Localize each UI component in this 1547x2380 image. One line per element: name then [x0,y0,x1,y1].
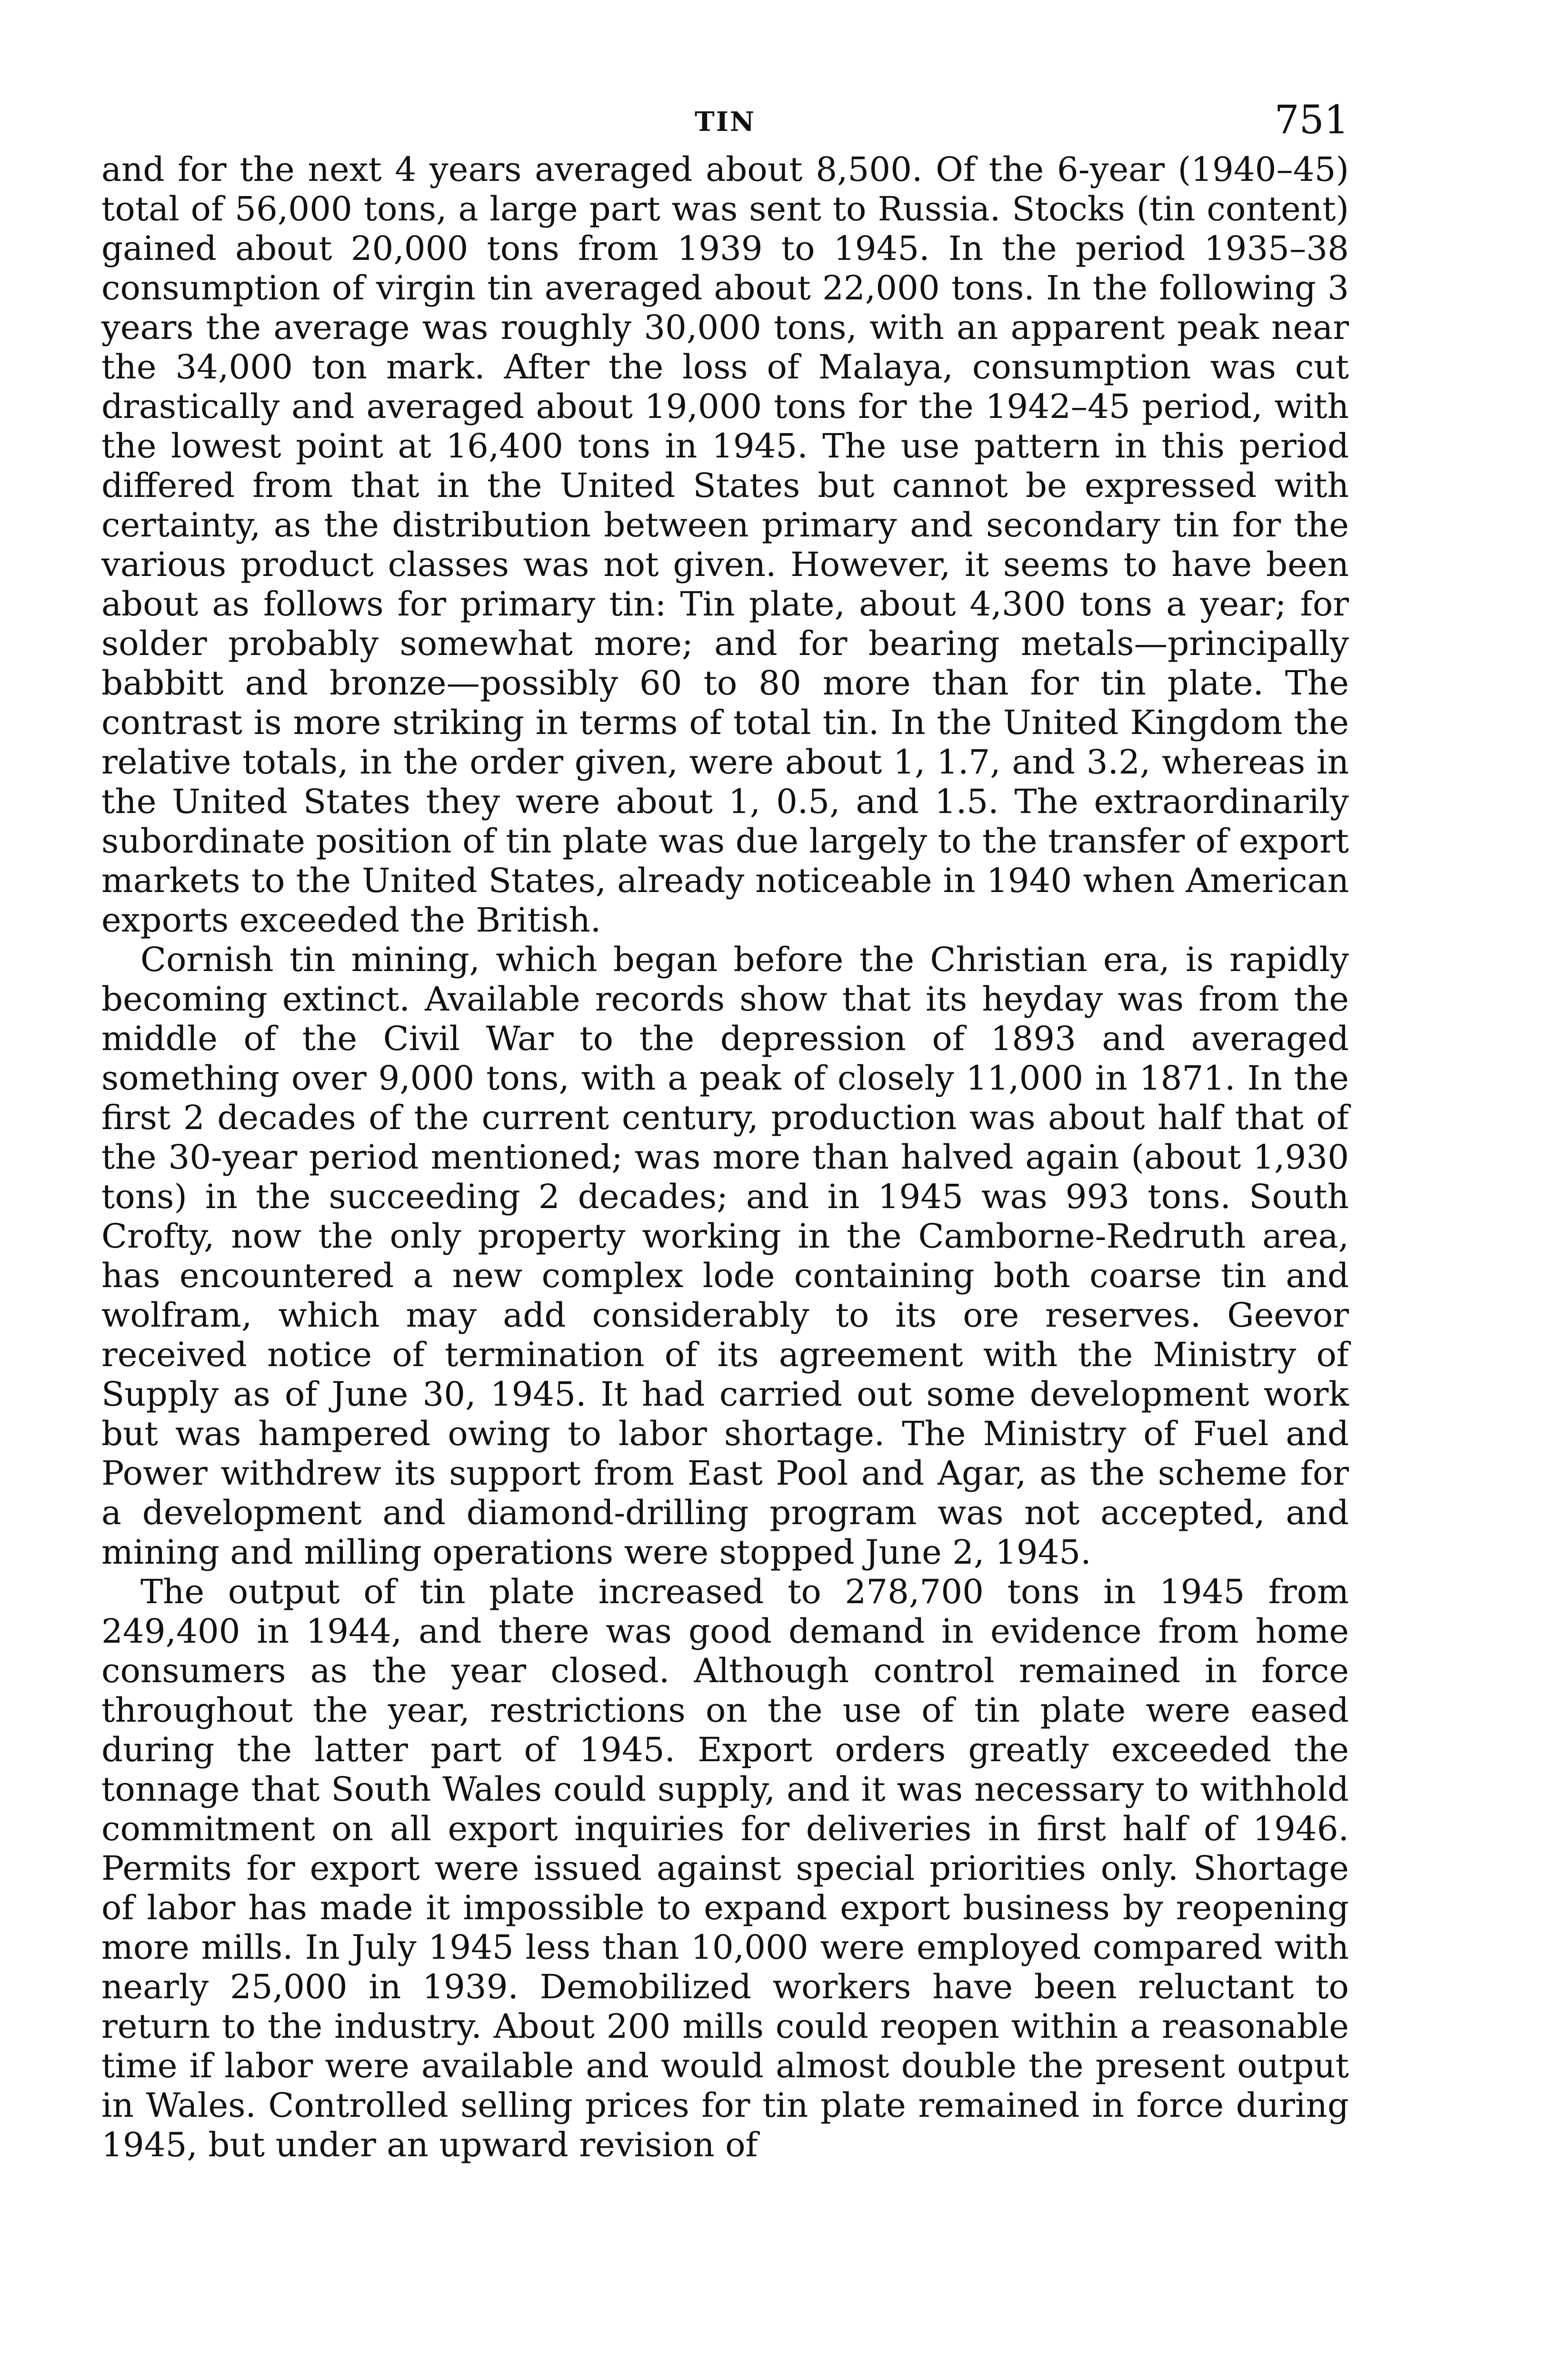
paragraph: The output of tin plate increased to 278,700 tons in 1945 from 249,400 in 1944, and there was good demand in evidence from home consumers as the year closed. Although control remained in force throughout the year, restrictions on the use of tin plate were eased during the latter part of 1945. Export orders greatly exceeded the tonnage that South Wales could supply, and it was necessary to withhold commitment on all export inquiries for deliveries in first half of 1946. Permits for export were issued against special priorities only. Shortage of labor has made it impossible to expand export business by reopening more mills. In July 1945 less than 10,000 were employed compared with nearly 25,000 in 1939. Demobilized workers have been reluctant to return to the industry. About 200 mills could reopen within a reasonable time if labor were available and would almost double the present output in Wales. Controlled selling prices for tin plate remained in force during 1945, but under an upward revision of [101,1572,1349,2164]
section-title: TIN [694,106,756,138]
body-text [101,150,1349,2165]
paragraph: and for the next 4 years averaged about 8,500. Of the 6-year (1940–45) total of 56,000 tons, a large part was sent to Russia. Stocks (tin content) gained about 20,000 tons from 1939 to 1945. In the period 1935–38 consumption of virgin tin averaged about 22,000 tons. In the following 3 years the average was roughly 30,000 tons, with an apparent peak near the 34,000 ton mark. After the loss of Malaya, consumption was cut drastically and averaged about 19,000 tons for the 1942–45 period, with the lowest point at 16,400 tons in 1945. The use pattern in this period differed from that in the United States but cannot be expressed with certainty, as the distribution between primary and secondary tin for the various product classes was not given. However, it seems to have been about as follows for primary tin: Tin plate, about 4,300 tons a year; for solder probably somewhat more; and for bearing metals—principally babbitt and bronze—possibly 60 to 80 more than for tin plate. The contrast is more striking in terms of total tin. In the United Kingdom the relative totals, in the order given, were about 1, 1.7, and 3.2, whereas in the United States they were about 1, 0.5, and 1.5. The extraordinarily subordinate position of tin plate was due largely to the transfer of export markets to the United States, already noticeable in 1940 when American exports exceeded the British. [101,150,1349,940]
page-number: 751 [1274,98,1349,143]
book-page [101,98,1349,2165]
running-head [101,98,1349,150]
paragraph: Cornish tin mining, which began before the Christian era, is rapidly becoming extinct. Available records show that its heyday was from the middle of the Civil War to the depression of 1893 and averaged something over 9,000 tons, with a peak of closely 11,000 in 1871. In the first 2 decades of the current century, production was about half that of the 30-year period mentioned; was more than halved again (about 1,930 tons) in the succeeding 2 decades; and in 1945 was 993 tons. South Crofty, now the only property working in the Camborne-Redruth area, has encountered a new complex lode containing both coarse tin and wolfram, which may add considerably to its ore reserves. Geevor received notice of termination of its agreement with the Ministry of Supply as of June 30, 1945. It had carried out some development work but was hampered owing to labor shortage. The Ministry of Fuel and Power withdrew its support from East Pool and Agar, as the scheme for a development and diamond-drilling program was not accepted, and mining and milling operations were stopped June 2, 1945. [101,940,1349,1572]
